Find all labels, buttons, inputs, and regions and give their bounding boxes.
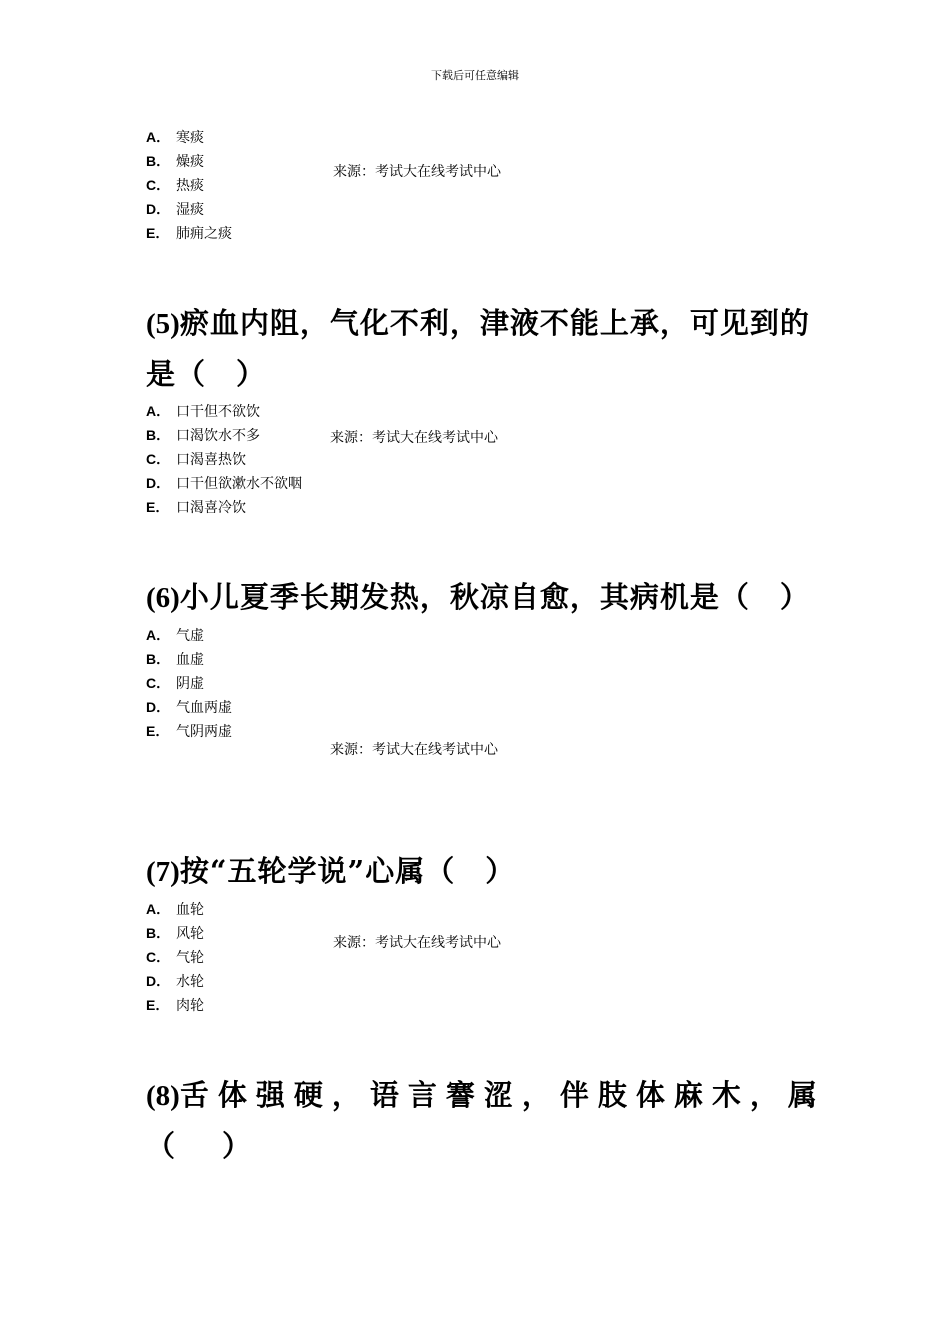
option-c: C． 口渴喜热饮: [146, 451, 246, 468]
option-d: D． 口干但欲漱水不欲咽: [146, 475, 302, 492]
question-8-title: (8)舌体强硬，语言謇涩，伴肢体麻木，属（ ）: [146, 1078, 826, 1163]
question-block-6: [146, 572, 826, 743]
question-7-title: (7)按“五轮学说”心属（ ）: [146, 854, 516, 888]
option-b: B． 口渴饮水不多: [146, 427, 260, 444]
option-e: E． 肺痈之痰: [146, 225, 232, 242]
option-c: C． 热痰: [146, 177, 204, 194]
question-block-prev: [146, 125, 826, 245]
option-list: [146, 897, 826, 1017]
option-e: E． 口渴喜冷饮: [146, 499, 246, 516]
option-a: A． 口干但不欲饮: [146, 403, 260, 420]
option-list: [146, 623, 826, 743]
option-c: C． 气轮: [146, 949, 204, 966]
option-b: B． 风轮: [146, 925, 204, 942]
source-label: 来源：考试大在线考试中心: [333, 164, 501, 180]
source-label: 来源：考试大在线考试中心: [330, 742, 498, 758]
option-b: B． 血虚: [146, 651, 204, 668]
source-label: 来源：考试大在线考试中心: [330, 430, 498, 446]
option-d: D． 水轮: [146, 973, 204, 990]
option-a: A． 气虚: [146, 627, 204, 644]
option-d: D． 湿痰: [146, 201, 204, 218]
source-label: 来源：考试大在线考试中心: [333, 935, 501, 951]
option-e: E． 气阴两虚: [146, 723, 232, 740]
option-d: D． 气血两虚: [146, 699, 232, 716]
option-e: E． 肉轮: [146, 997, 204, 1014]
option-a: A． 寒痰: [146, 129, 204, 146]
page-header: 下载后可任意编辑: [431, 69, 519, 82]
question-5-title: (5)瘀血内阻，气化不利，津液不能上承，可见到的是（ ）: [146, 306, 810, 391]
question-block-8: [146, 1070, 826, 1171]
option-a: A． 血轮: [146, 901, 204, 918]
option-b: B． 燥痰: [146, 153, 204, 170]
option-c: C． 阴虚: [146, 675, 204, 692]
option-list: [146, 125, 826, 245]
question-block-5: [146, 298, 826, 519]
question-6-title: (6)小儿夏季长期发热，秋凉自愈，其病机是（ ）: [146, 580, 810, 614]
option-list: [146, 399, 826, 519]
